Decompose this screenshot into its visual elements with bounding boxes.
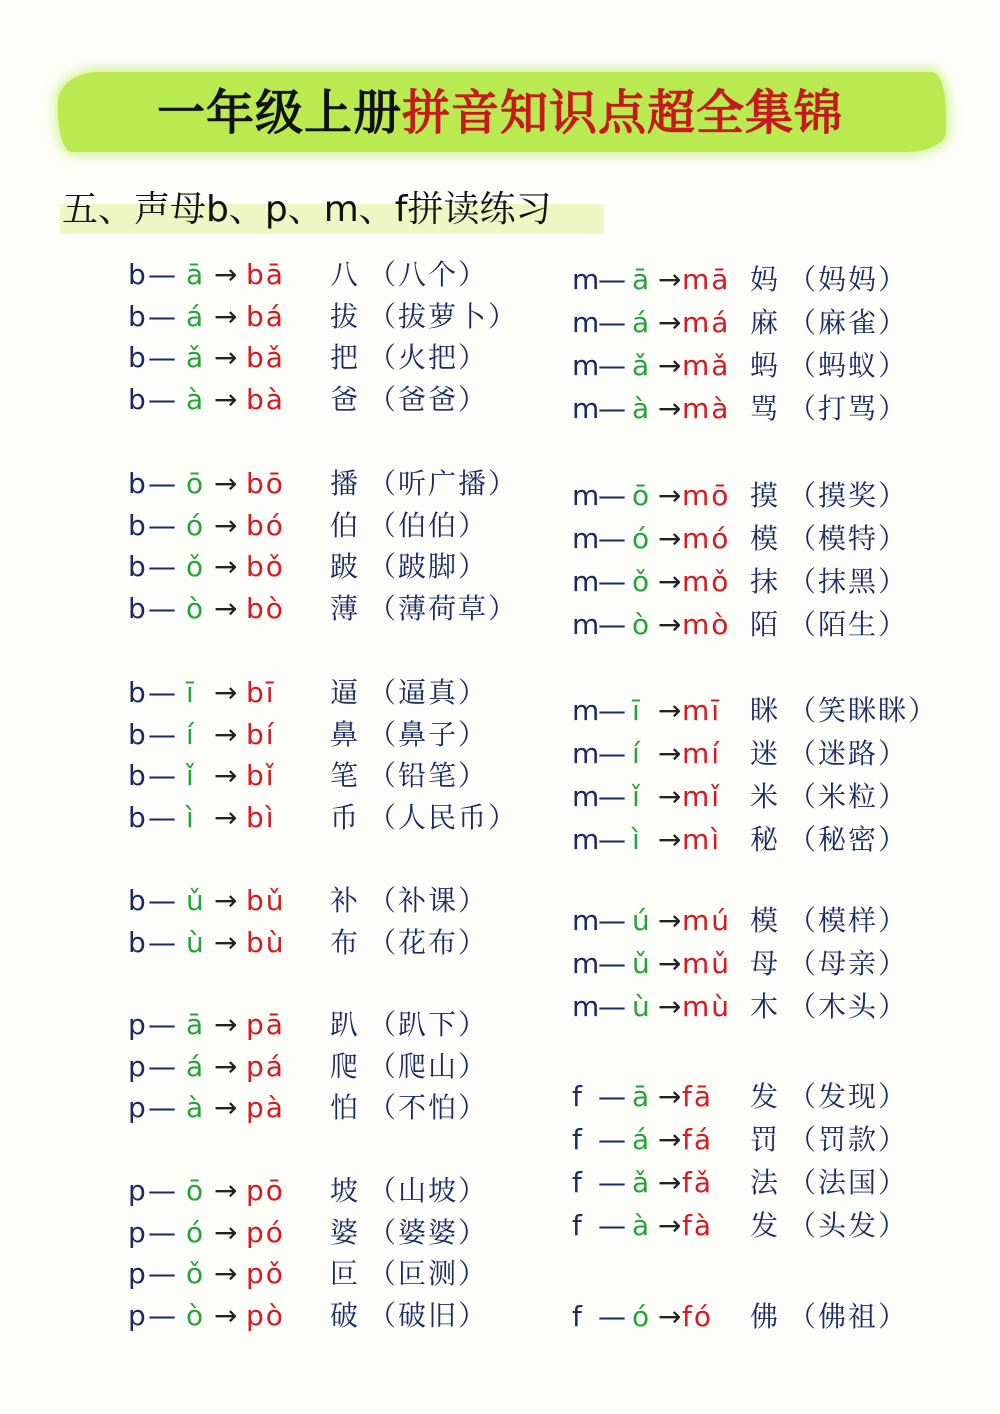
example-word: （模特） bbox=[788, 522, 909, 555]
hanzi-character: 怕 bbox=[330, 1091, 359, 1124]
initial-consonant: f bbox=[572, 1209, 582, 1242]
dash-separator: — bbox=[598, 479, 626, 512]
hanzi-character: 八 bbox=[330, 258, 359, 291]
hanzi-character: 伯 bbox=[330, 508, 359, 542]
combined-syllable: pà bbox=[246, 1091, 285, 1124]
arrow-icon: → bbox=[214, 550, 238, 583]
dash-separator: — bbox=[148, 382, 176, 416]
combined-syllable: fá bbox=[682, 1123, 714, 1156]
example-word: （山坡） bbox=[368, 1174, 489, 1207]
initial-consonant: m bbox=[572, 263, 600, 296]
final-vowel: ā bbox=[186, 1008, 204, 1041]
final-vowel: ó bbox=[186, 1215, 204, 1249]
dash-separator: — bbox=[598, 522, 626, 555]
arrow-icon: → bbox=[214, 925, 238, 959]
dash-separator: — bbox=[598, 780, 626, 813]
initial-consonant: b bbox=[128, 925, 146, 959]
combined-syllable: fó bbox=[682, 1300, 713, 1333]
initial-consonant: b bbox=[128, 591, 146, 625]
example-word: （叵测） bbox=[368, 1257, 489, 1290]
final-vowel: ò bbox=[186, 591, 204, 625]
combined-syllable: bá bbox=[246, 299, 285, 333]
hanzi-character: 眯 bbox=[750, 694, 779, 727]
section-heading: 五、声母b、p、m、f拼读练习 bbox=[62, 189, 552, 230]
arrow-icon: → bbox=[214, 508, 238, 542]
arrow-icon: → bbox=[658, 947, 682, 980]
hanzi-character: 婆 bbox=[330, 1215, 359, 1249]
dash-separator: — bbox=[148, 884, 176, 917]
example-word: （笑眯眯） bbox=[788, 694, 939, 727]
title-part-1: 一年级上册 bbox=[156, 85, 402, 141]
final-vowel: ò bbox=[186, 1298, 204, 1332]
combined-syllable: mī bbox=[682, 694, 722, 727]
dash-separator: — bbox=[148, 1174, 176, 1207]
example-word: （火把） bbox=[368, 341, 489, 374]
arrow-icon: → bbox=[658, 1209, 682, 1242]
final-vowel: ì bbox=[632, 823, 640, 856]
example-word: （米粒） bbox=[788, 780, 909, 813]
initial-consonant: p bbox=[128, 1049, 146, 1083]
combined-syllable: bǒ bbox=[246, 550, 285, 583]
dash-separator: — bbox=[598, 349, 626, 382]
combined-syllable: bō bbox=[246, 467, 285, 500]
hanzi-character: 破 bbox=[330, 1298, 359, 1332]
initial-consonant: b bbox=[128, 717, 146, 751]
hanzi-character: 摸 bbox=[750, 479, 779, 512]
example-word: （鼻子） bbox=[368, 717, 489, 751]
dash-separator: — bbox=[148, 717, 176, 751]
combined-syllable: bī bbox=[246, 676, 276, 709]
final-vowel: ō bbox=[186, 467, 204, 500]
combined-syllable: mō bbox=[682, 479, 731, 512]
combined-syllable: mí bbox=[682, 737, 722, 770]
final-vowel: ǎ bbox=[632, 349, 650, 382]
final-vowel: ō bbox=[632, 479, 650, 512]
hanzi-character: 蚂 bbox=[750, 349, 779, 382]
hanzi-character: 拔 bbox=[330, 299, 359, 333]
dash-separator: — bbox=[598, 565, 626, 598]
final-vowel: ǒ bbox=[186, 1257, 204, 1290]
initial-consonant: m bbox=[572, 608, 600, 641]
hanzi-character: 模 bbox=[750, 904, 779, 937]
example-word: （婆婆） bbox=[368, 1215, 489, 1249]
combined-syllable: bǐ bbox=[246, 759, 276, 792]
arrow-icon: → bbox=[658, 608, 682, 641]
arrow-icon: → bbox=[658, 349, 682, 382]
combined-syllable: pō bbox=[246, 1174, 285, 1207]
initial-consonant: p bbox=[128, 1008, 146, 1041]
hanzi-character: 秘 bbox=[750, 823, 779, 856]
initial-consonant: m bbox=[572, 694, 600, 727]
dash-separator: — bbox=[148, 759, 176, 792]
initial-consonant: m bbox=[572, 904, 600, 937]
hanzi-character: 法 bbox=[750, 1166, 779, 1199]
final-vowel: ò bbox=[632, 608, 650, 641]
arrow-icon: → bbox=[658, 823, 682, 856]
arrow-icon: → bbox=[658, 1080, 682, 1113]
combined-syllable: bǎ bbox=[246, 341, 285, 374]
example-word: （木头） bbox=[788, 990, 909, 1023]
initial-consonant: m bbox=[572, 306, 600, 339]
initial-consonant: m bbox=[572, 479, 600, 512]
example-word: （陌生） bbox=[788, 608, 909, 641]
initial-consonant: b bbox=[128, 382, 146, 416]
hanzi-character: 鼻 bbox=[330, 717, 359, 751]
final-vowel: ǒ bbox=[186, 550, 204, 583]
dash-separator: — bbox=[148, 676, 176, 709]
dash-separator: — bbox=[148, 925, 176, 959]
final-vowel: ǒ bbox=[632, 565, 650, 598]
example-word: （补课） bbox=[368, 884, 489, 917]
arrow-icon: → bbox=[214, 717, 238, 751]
arrow-icon: → bbox=[658, 694, 682, 727]
combined-syllable: mó bbox=[682, 522, 731, 555]
hanzi-character: 笔 bbox=[330, 759, 359, 792]
hanzi-character: 薄 bbox=[330, 591, 359, 625]
combined-syllable: mā bbox=[682, 263, 731, 296]
hanzi-character: 发 bbox=[750, 1209, 779, 1242]
hanzi-character: 把 bbox=[330, 341, 359, 374]
arrow-icon: → bbox=[214, 258, 238, 291]
hanzi-character: 骂 bbox=[750, 392, 779, 425]
initial-consonant: b bbox=[128, 258, 146, 291]
dash-separator: — bbox=[148, 1008, 176, 1041]
initial-consonant: b bbox=[128, 884, 146, 917]
example-word: （听广播） bbox=[368, 467, 519, 500]
initial-consonant: b bbox=[128, 341, 146, 374]
arrow-icon: → bbox=[658, 737, 682, 770]
dash-separator: — bbox=[148, 1215, 176, 1249]
dash-separator: — bbox=[598, 737, 626, 770]
hanzi-character: 母 bbox=[750, 947, 779, 980]
hanzi-character: 播 bbox=[330, 467, 359, 500]
arrow-icon: → bbox=[214, 1008, 238, 1041]
initial-consonant: f bbox=[572, 1080, 582, 1113]
dash-separator: — bbox=[148, 800, 176, 834]
hanzi-character: 坡 bbox=[330, 1174, 359, 1207]
example-word: （跛脚） bbox=[368, 550, 489, 583]
dash-separator: — bbox=[598, 1080, 626, 1113]
initial-consonant: p bbox=[128, 1257, 146, 1290]
final-vowel: ǔ bbox=[186, 884, 204, 917]
final-vowel: ǐ bbox=[632, 780, 640, 813]
hanzi-character: 布 bbox=[330, 925, 359, 959]
example-word: （发现） bbox=[788, 1080, 909, 1113]
hanzi-character: 补 bbox=[330, 884, 359, 917]
final-vowel: ǔ bbox=[632, 947, 650, 980]
example-word: （趴下） bbox=[368, 1008, 489, 1041]
final-vowel: ó bbox=[632, 522, 650, 555]
final-vowel: ù bbox=[632, 990, 650, 1023]
initial-consonant: b bbox=[128, 467, 146, 500]
combined-syllable: bā bbox=[246, 258, 285, 291]
final-vowel: ī bbox=[186, 676, 194, 709]
arrow-icon: → bbox=[214, 1049, 238, 1083]
dash-separator: — bbox=[148, 341, 176, 374]
arrow-icon: → bbox=[658, 522, 682, 555]
arrow-icon: → bbox=[658, 479, 682, 512]
hanzi-character: 趴 bbox=[330, 1008, 359, 1041]
dash-separator: — bbox=[148, 467, 176, 500]
combined-syllable: bì bbox=[246, 800, 276, 834]
hanzi-character: 爸 bbox=[330, 382, 359, 416]
hanzi-character: 币 bbox=[330, 800, 359, 834]
dash-separator: — bbox=[598, 263, 626, 296]
initial-consonant: b bbox=[128, 676, 146, 709]
hanzi-character: 逼 bbox=[330, 676, 359, 709]
initial-consonant: f bbox=[572, 1166, 582, 1199]
page-title bbox=[0, 78, 1000, 148]
dash-separator: — bbox=[598, 1123, 626, 1156]
dash-separator: — bbox=[598, 694, 626, 727]
example-word: （罚款） bbox=[788, 1123, 909, 1156]
arrow-icon: → bbox=[214, 1215, 238, 1249]
hanzi-character: 木 bbox=[750, 990, 779, 1023]
initial-consonant: b bbox=[128, 759, 146, 792]
example-word: （模样） bbox=[788, 904, 909, 937]
dash-separator: — bbox=[148, 299, 176, 333]
initial-consonant: m bbox=[572, 565, 600, 598]
arrow-icon: → bbox=[658, 990, 682, 1023]
arrow-icon: → bbox=[214, 341, 238, 374]
title-part-2: 拼音知识点超全集锦 bbox=[402, 85, 844, 141]
dash-separator: — bbox=[598, 823, 626, 856]
final-vowel: ī bbox=[632, 694, 640, 727]
example-word: （伯伯） bbox=[368, 508, 489, 542]
final-vowel: ù bbox=[186, 925, 204, 959]
combined-syllable: pā bbox=[246, 1008, 285, 1041]
final-vowel: ì bbox=[186, 800, 194, 834]
final-vowel: ā bbox=[632, 1080, 650, 1113]
final-vowel: á bbox=[186, 1049, 204, 1083]
example-word: （不怕） bbox=[368, 1091, 489, 1124]
dash-separator: — bbox=[598, 947, 626, 980]
example-word: （逼真） bbox=[368, 676, 489, 709]
combined-syllable: pá bbox=[246, 1049, 285, 1083]
final-vowel: í bbox=[186, 717, 194, 751]
combined-syllable: pó bbox=[246, 1215, 285, 1249]
arrow-icon: → bbox=[658, 1166, 682, 1199]
example-word: （迷路） bbox=[788, 737, 909, 770]
arrow-icon: → bbox=[658, 904, 682, 937]
arrow-icon: → bbox=[214, 676, 238, 709]
hanzi-character: 陌 bbox=[750, 608, 779, 641]
arrow-icon: → bbox=[658, 780, 682, 813]
combined-syllable: mì bbox=[682, 823, 722, 856]
example-word: （铅笔） bbox=[368, 759, 489, 792]
arrow-icon: → bbox=[214, 382, 238, 416]
example-word: （爬山） bbox=[368, 1049, 489, 1083]
dash-separator: — bbox=[148, 1049, 176, 1083]
arrow-icon: → bbox=[658, 392, 682, 425]
initial-consonant: f bbox=[572, 1300, 582, 1333]
initial-consonant: p bbox=[128, 1298, 146, 1332]
initial-consonant: b bbox=[128, 508, 146, 542]
example-word: （摸奖） bbox=[788, 479, 909, 512]
arrow-icon: → bbox=[658, 1123, 682, 1156]
example-word: （抹黑） bbox=[788, 565, 909, 598]
final-vowel: à bbox=[186, 382, 204, 416]
combined-syllable: mǔ bbox=[682, 947, 732, 980]
final-vowel: á bbox=[186, 299, 204, 333]
initial-consonant: b bbox=[128, 800, 146, 834]
arrow-icon: → bbox=[214, 800, 238, 834]
combined-syllable: mà bbox=[682, 392, 731, 425]
combined-syllable: bò bbox=[246, 591, 285, 625]
example-word: （打骂） bbox=[788, 392, 909, 425]
dash-separator: — bbox=[598, 306, 626, 339]
final-vowel: ā bbox=[632, 263, 650, 296]
dash-separator: — bbox=[148, 1298, 176, 1332]
dash-separator: — bbox=[598, 1300, 626, 1333]
example-word: （拔萝卜） bbox=[368, 299, 519, 333]
initial-consonant: m bbox=[572, 823, 600, 856]
combined-syllable: má bbox=[682, 306, 731, 339]
final-vowel: ǎ bbox=[632, 1166, 650, 1199]
initial-consonant: m bbox=[572, 737, 600, 770]
hanzi-character: 罚 bbox=[750, 1123, 779, 1156]
combined-syllable: pò bbox=[246, 1298, 285, 1332]
hanzi-character: 佛 bbox=[750, 1300, 779, 1333]
arrow-icon: → bbox=[214, 1091, 238, 1124]
hanzi-character: 妈 bbox=[750, 263, 779, 296]
example-word: （佛祖） bbox=[788, 1300, 909, 1333]
example-word: （破旧） bbox=[368, 1298, 489, 1332]
dash-separator: — bbox=[148, 1091, 176, 1124]
example-word: （妈妈） bbox=[788, 263, 909, 296]
example-word: （母亲） bbox=[788, 947, 909, 980]
initial-consonant: p bbox=[128, 1091, 146, 1124]
combined-syllable: bǔ bbox=[246, 884, 286, 917]
arrow-icon: → bbox=[658, 306, 682, 339]
hanzi-character: 发 bbox=[750, 1080, 779, 1113]
initial-consonant: m bbox=[572, 392, 600, 425]
initial-consonant: b bbox=[128, 550, 146, 583]
dash-separator: — bbox=[148, 258, 176, 291]
initial-consonant: m bbox=[572, 780, 600, 813]
dash-separator: — bbox=[148, 550, 176, 583]
final-vowel: á bbox=[632, 1123, 650, 1156]
combined-syllable: bó bbox=[246, 508, 285, 542]
combined-syllable: bà bbox=[246, 382, 285, 416]
final-vowel: ǎ bbox=[186, 341, 204, 374]
final-vowel: ǐ bbox=[186, 759, 194, 792]
example-word: （爸爸） bbox=[368, 382, 489, 416]
example-word: （头发） bbox=[788, 1209, 909, 1242]
final-vowel: ó bbox=[186, 508, 204, 542]
arrow-icon: → bbox=[214, 1174, 238, 1207]
combined-syllable: bù bbox=[246, 925, 286, 959]
initial-consonant: p bbox=[128, 1174, 146, 1207]
combined-syllable: fà bbox=[682, 1209, 714, 1242]
combined-syllable: mú bbox=[682, 904, 732, 937]
initial-consonant: m bbox=[572, 947, 600, 980]
dash-separator: — bbox=[598, 904, 626, 937]
final-vowel: á bbox=[632, 306, 650, 339]
initial-consonant: m bbox=[572, 990, 600, 1023]
example-word: （麻雀） bbox=[788, 306, 909, 339]
hanzi-character: 爬 bbox=[330, 1049, 359, 1083]
combined-syllable: pǒ bbox=[246, 1257, 285, 1290]
dash-separator: — bbox=[598, 990, 626, 1023]
final-vowel: ó bbox=[632, 1300, 650, 1333]
hanzi-character: 叵 bbox=[330, 1257, 359, 1290]
combined-syllable: fǎ bbox=[682, 1166, 714, 1199]
initial-consonant: p bbox=[128, 1215, 146, 1249]
hanzi-character: 模 bbox=[750, 522, 779, 555]
arrow-icon: → bbox=[214, 884, 238, 917]
arrow-icon: → bbox=[214, 1298, 238, 1332]
final-vowel: ā bbox=[186, 258, 204, 291]
final-vowel: à bbox=[632, 1209, 650, 1242]
dash-separator: — bbox=[598, 1209, 626, 1242]
final-vowel: í bbox=[632, 737, 640, 770]
final-vowel: ō bbox=[186, 1174, 204, 1207]
final-vowel: ú bbox=[632, 904, 650, 937]
combined-syllable: mù bbox=[682, 990, 732, 1023]
dash-separator: — bbox=[148, 1257, 176, 1290]
dash-separator: — bbox=[598, 392, 626, 425]
arrow-icon: → bbox=[214, 759, 238, 792]
dash-separator: — bbox=[148, 508, 176, 542]
arrow-icon: → bbox=[214, 1257, 238, 1290]
dash-separator: — bbox=[598, 1166, 626, 1199]
final-vowel: à bbox=[186, 1091, 204, 1124]
example-word: （人民币） bbox=[368, 800, 519, 834]
arrow-icon: → bbox=[658, 565, 682, 598]
combined-syllable: mǐ bbox=[682, 780, 722, 813]
example-word: （蚂蚁） bbox=[788, 349, 909, 382]
arrow-icon: → bbox=[214, 467, 238, 500]
arrow-icon: → bbox=[658, 263, 682, 296]
hanzi-character: 迷 bbox=[750, 737, 779, 770]
hanzi-character: 米 bbox=[750, 780, 779, 813]
arrow-icon: → bbox=[658, 1300, 682, 1333]
example-word: （薄荷草） bbox=[368, 591, 519, 625]
initial-consonant: b bbox=[128, 299, 146, 333]
example-word: （八个） bbox=[368, 258, 489, 291]
combined-syllable: mǒ bbox=[682, 565, 731, 598]
example-word: （法国） bbox=[788, 1166, 909, 1199]
initial-consonant: f bbox=[572, 1123, 582, 1156]
arrow-icon: → bbox=[214, 299, 238, 333]
combined-syllable: fā bbox=[682, 1080, 714, 1113]
combined-syllable: mǎ bbox=[682, 349, 731, 382]
combined-syllable: mò bbox=[682, 608, 731, 641]
dash-separator: — bbox=[598, 608, 626, 641]
hanzi-character: 抹 bbox=[750, 565, 779, 598]
initial-consonant: m bbox=[572, 349, 600, 382]
hanzi-character: 跛 bbox=[330, 550, 359, 583]
arrow-icon: → bbox=[214, 591, 238, 625]
combined-syllable: bí bbox=[246, 717, 276, 751]
initial-consonant: m bbox=[572, 522, 600, 555]
example-word: （秘密） bbox=[788, 823, 909, 856]
hanzi-character: 麻 bbox=[750, 306, 779, 339]
final-vowel: à bbox=[632, 392, 650, 425]
dash-separator: — bbox=[148, 591, 176, 625]
example-word: （花布） bbox=[368, 925, 489, 959]
